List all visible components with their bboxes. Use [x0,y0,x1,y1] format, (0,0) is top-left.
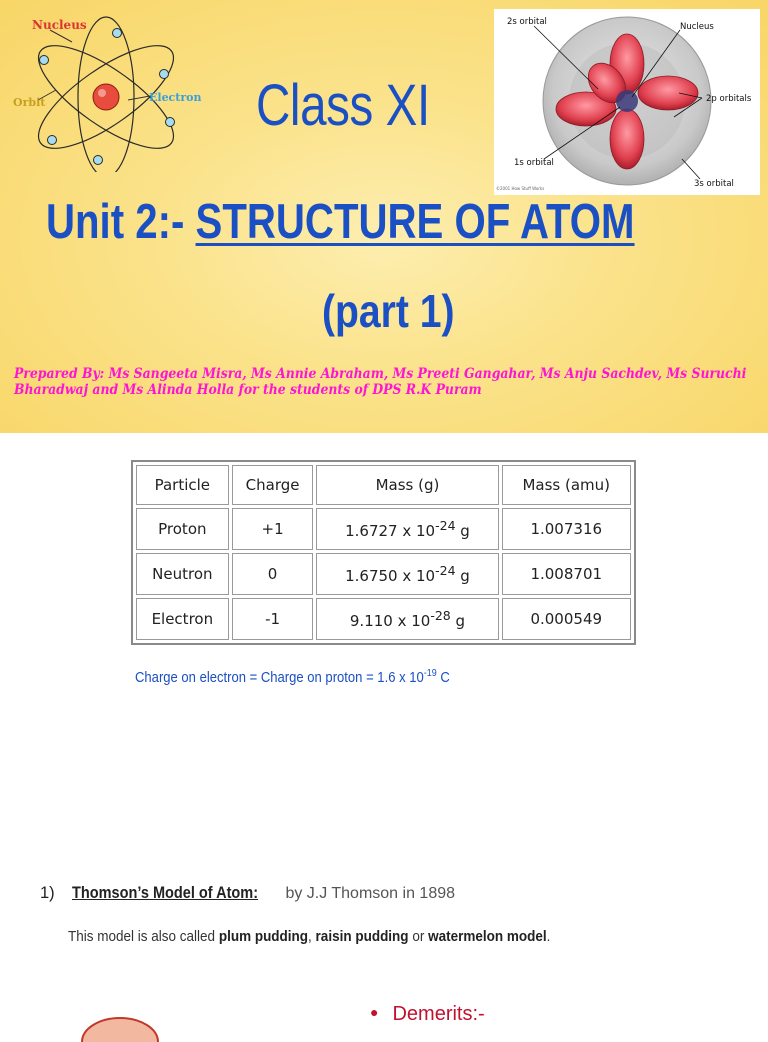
electron-icon [113,29,122,38]
orbital-diagram [494,9,760,195]
demerits-label: Demerits:- [392,1003,485,1025]
unit-prefix: Unit 2:- [46,195,196,249]
p-lobe-bottom [610,109,644,169]
cell-charge: 0 [232,553,314,595]
header-particle: Particle [136,465,229,505]
label-1s: 1s orbital [514,158,554,168]
cell-mass-amu: 1.008701 [502,553,632,595]
electron-icon [40,56,49,65]
thomson-section-heading [40,884,455,903]
orbit-label: Orbit [13,96,46,109]
thomson-byline: by J.J Thomson in 1898 [285,885,456,902]
demerits-item [370,1003,485,1026]
label-3s: 3s orbital [694,179,734,189]
bullet-icon: ● [370,1004,379,1020]
table-header-row [136,465,631,505]
table-row [136,508,631,550]
cell-particle: Electron [136,598,229,640]
section-number: 1) [40,884,55,902]
part-label: (part 1) [322,285,455,337]
p-lobe-right [638,76,698,110]
header-mass-g: Mass (g) [316,465,498,505]
label-nucleus: Nucleus [680,22,714,32]
nucleus-label: Nucleus [32,18,87,32]
cell-particle: Neutron [136,553,229,595]
nucleus-icon [93,84,119,110]
table-row [136,598,631,640]
charge-note: Charge on electron = Charge on proton = 1.6 x $10^{-19}$ C [135,668,450,686]
cell-charge: +1 [232,508,314,550]
table-row [136,553,631,595]
electron-icon [166,118,175,127]
cell-mass-g: 1.6727 x $10^{-24}$ g [316,508,498,550]
cell-mass-g: 1.6750 x $10^{-24}$ g [316,553,498,595]
electron-icon [48,136,57,145]
particle-table [131,460,636,645]
cell-mass-g: 9.110 x $10^{-28}$ g [316,598,498,640]
label-2s: 2s orbital [507,17,547,27]
cell-mass-amu: 1.007316 [502,508,632,550]
electron-icon [160,70,169,79]
atom-diagram [10,12,210,172]
figure-credit: ©2001 How Stuff Works [496,186,545,191]
label-2p: 2p orbitals [706,94,752,104]
unit-topic: STRUCTURE OF ATOM [195,195,635,249]
thomson-heading: Thomson’s Model of Atom: [72,884,259,902]
prepared-by-credit: Prepared By: Ms Sangeeta Misra, Ms Annie Abraham, Ms Preeti Gangahar, Ms Anju Sachdev, Ms Suruchi Bharadwaj and Ms Alinda Holla for the students of DPS R.K Puram [14,366,747,398]
plum-pudding-image [80,1012,160,1042]
header-charge: Charge [232,465,314,505]
page-title: Class XI [256,73,430,138]
thomson-description: This model is also called plum pudding, raisin pudding or watermelon model. [68,928,551,945]
electron-label: Electron [149,91,202,104]
cell-mass-amu: 0.000549 [502,598,632,640]
electron-icon [94,156,103,165]
title-banner [0,0,768,433]
cell-charge: -1 [232,598,314,640]
cell-particle: Proton [136,508,229,550]
header-mass-amu: Mass (amu) [502,465,632,505]
unit-heading [46,194,635,250]
